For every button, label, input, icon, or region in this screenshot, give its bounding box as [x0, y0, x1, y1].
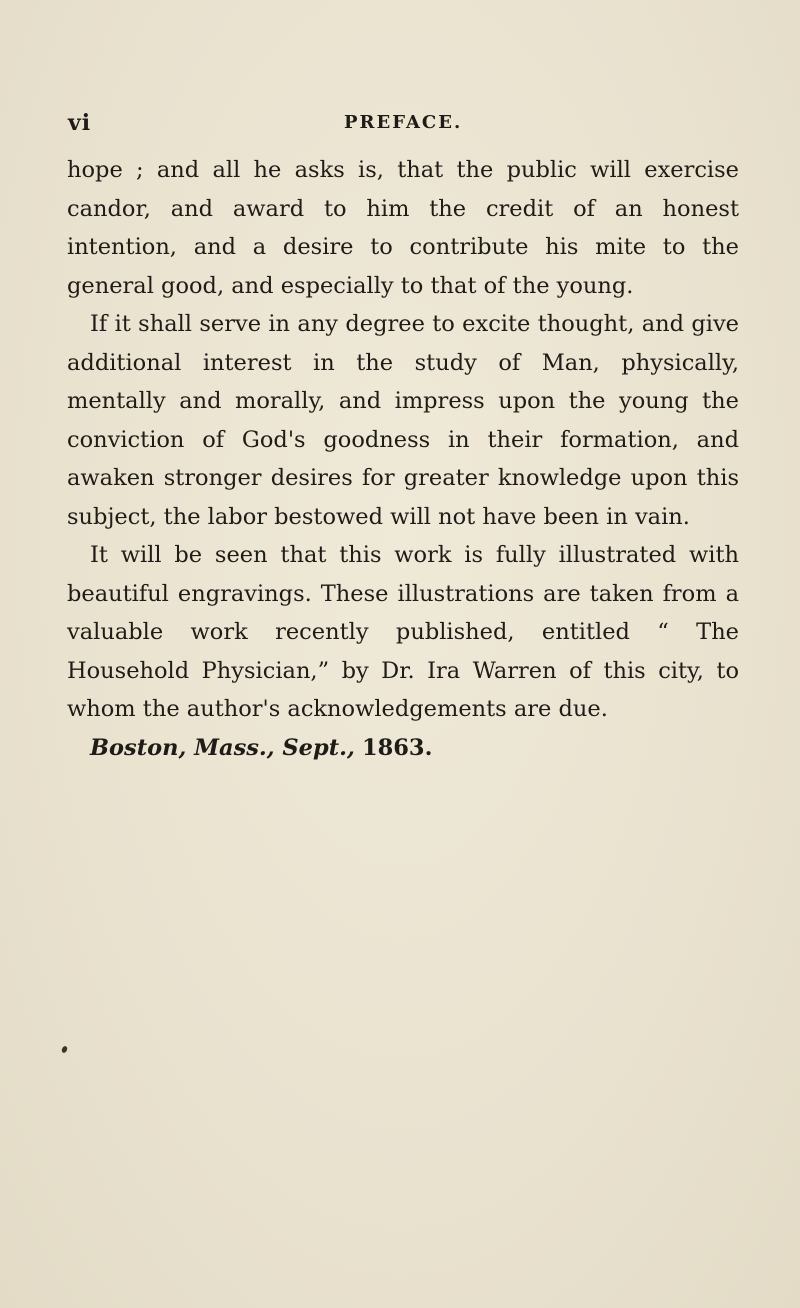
- paragraph-illustrations: It will be seen that this work is fully illustrated with beautiful engravings. These illustrations are taken from a valuable work recently published, entitled “ The Household Physician,” by Dr. Ira Warren of this city, to whom the author's acknowledgements are due.: [67, 542, 739, 722]
- ink-blemish: [61, 1045, 68, 1053]
- page-number: vi: [68, 110, 92, 136]
- paragraph-continuation: hope ; and all he asks is, that the public will exercise candor, and award to him the credit of an honest intention, and a desire to contribute his mite to the general good, and especially to that of the young.: [67, 157, 739, 299]
- running-head: PREFACE.: [344, 112, 463, 133]
- page-header: [68, 110, 758, 140]
- signature-line: [67, 729, 739, 768]
- signature-place: Boston, Mass., Sept.,: [90, 734, 355, 761]
- paragraph-purpose: If it shall serve in any degree to excite thought, and give additional interest in the study of Man, physically, mentally and morally, and impress upon the young the conviction of God's goodness in their formation, and awaken stronger desires for greater knowledge upon this subject, the labor bestowed will not have been in vain.: [67, 311, 739, 530]
- preface-body: [67, 151, 739, 767]
- signature-year: 1863.: [361, 734, 433, 761]
